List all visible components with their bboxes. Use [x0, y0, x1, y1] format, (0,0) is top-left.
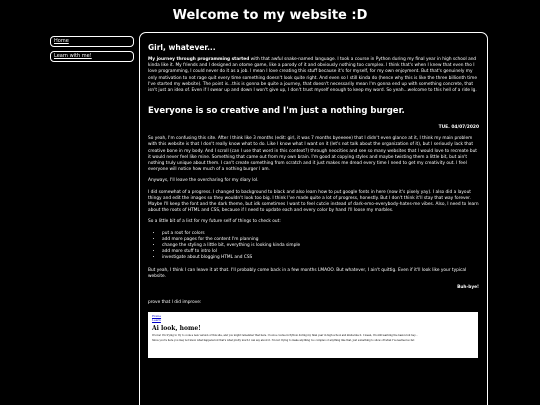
- embed-nav: [152, 315, 474, 322]
- signoff: Buh-bye!: [457, 285, 479, 291]
- todo-list-item: • add more stuff to intro lol: [162, 249, 479, 255]
- side-nav: [50, 36, 134, 66]
- old-site-screenshot: [148, 312, 478, 358]
- post-paragraph-3: I did somewhat of a progress. I changed to background to black and also learn how to put google fonts in here (now it's pixely yay). I also did a layout thingy and edit the images so they wouldn't look too big. I think I've made quite a lot of progress, honestly. But I don't think it'll stay that way forever. Maybe I'll keep the font and the dark theme, but idk sometimes I want to feel cutcie instead of dark-emo-everybody-hates-me vibes. Also, I need to learn about the roots of HTML and CSS, because if I need to update each and every color by hand I'll loose my marbles.: [148, 189, 479, 214]
- nav-link-home[interactable]: Home: [50, 36, 134, 47]
- post-paragraph-2: Anyways, I'll leave the overcharing for my diary lol.: [148, 178, 259, 184]
- embed-nav-home: Home: [152, 314, 162, 319]
- todo-list-item: • change the styling a little bit, everything is looking kinda simple: [162, 243, 479, 249]
- embed-nav-learn: Learn: [152, 318, 161, 323]
- post-paragraph-4: So a little bit of a list for my future self of things to check out:: [148, 219, 281, 225]
- post-paragraph-5: But yeah, I think I can leave it at that. I'll probably come back in a few months LMAOO. But whatever, I ain't quittig. Even if it'll look like your typical website.: [148, 267, 467, 279]
- intro-body: with that awful snake-named language. I took a course in Python during my final year in high school and kinda like it. My friends and I designed an otome game, like a parody of it and obviously nothing too complex. I think that's when I knew that even tho I love programming, I could never do it as a job. I mean I love creating this stuff because it's for myself, for my own enjoyment. But that's genuinely my only motivation to not rage quit every time something doesn't look quite right. And even so I still kinda do (hence why this is like the three billionth time I've started my website). The point is...this is gonna be quite a journey, that doesn't necessarily mean I'm gonna end up with something concrete, that isn't just an idea of. Even if I swear up and down I won't give up, I don't trust myself enough to keep my word. So yeah...welcome to this hell of a ride lg.: [148, 57, 477, 94]
- site-title: Welcome to my website :D: [172, 8, 368, 23]
- embed-title: Ai look, home!: [152, 324, 201, 332]
- post-paragraph-1: So yeah, I'm confusing this site. After I think like 3 months (edit: girl, it was 7 months byeeeee) that I didn't even glance at it, I think my main problem with this website is that I don't really know what to do. Like I know what I want on it (let's not talk about the organization of it), but I seriously lack that creative bone in my body. And I scroll (can I use that word in this context?) through neocities and see so many websites that I would love to recreate but it would never feel like mine. Something that came out from my own brain. I'm good at copying styles and maybe twisting them a little bit, but ain't nothing truly unique about them. I can't create something from scratch and it just makes me dread every time I need to get my creativity out. I feel everyone will notice how much of a nothing burger I am.: [148, 136, 477, 173]
- content-panel[interactable]: [139, 32, 488, 405]
- embed-paragraph-2: Since you're here you may not know what happens but that's what pretty much I can say about it. I'm not trying to make anything too complex or anything like that, just something to show off what I've learned so far.: [152, 338, 415, 342]
- todo-list: [148, 231, 479, 262]
- nav-link-learn[interactable]: Learn with me!: [50, 51, 134, 62]
- embed-paragraph-1: It's me! I'm trying to try to code a new version of this site, and you might remember that here. I took a course in Python during my final year in high school and kinda like it. I mean, I'm still learning the basics but hey...: [152, 333, 418, 337]
- post-heading-girl-whatever: Girl, whatever...: [148, 43, 216, 52]
- todo-list-item: • add more pages for the content I'm planning: [162, 237, 479, 243]
- post-heading-nothing-burger: Everyone is so creative and I'm just a nothing burger.: [148, 106, 405, 117]
- intro-lead-bold: My journey through programming started: [148, 57, 250, 62]
- post-date: TUE. 04/07/2020: [438, 125, 479, 131]
- todo-list-item: • investigate about blogging HTML and CSS: [162, 255, 479, 261]
- post-paragraph-6: prove that I did improve:: [148, 300, 202, 306]
- todo-list-item: • put a root for colors: [162, 231, 479, 237]
- post-intro-paragraph: [148, 57, 479, 94]
